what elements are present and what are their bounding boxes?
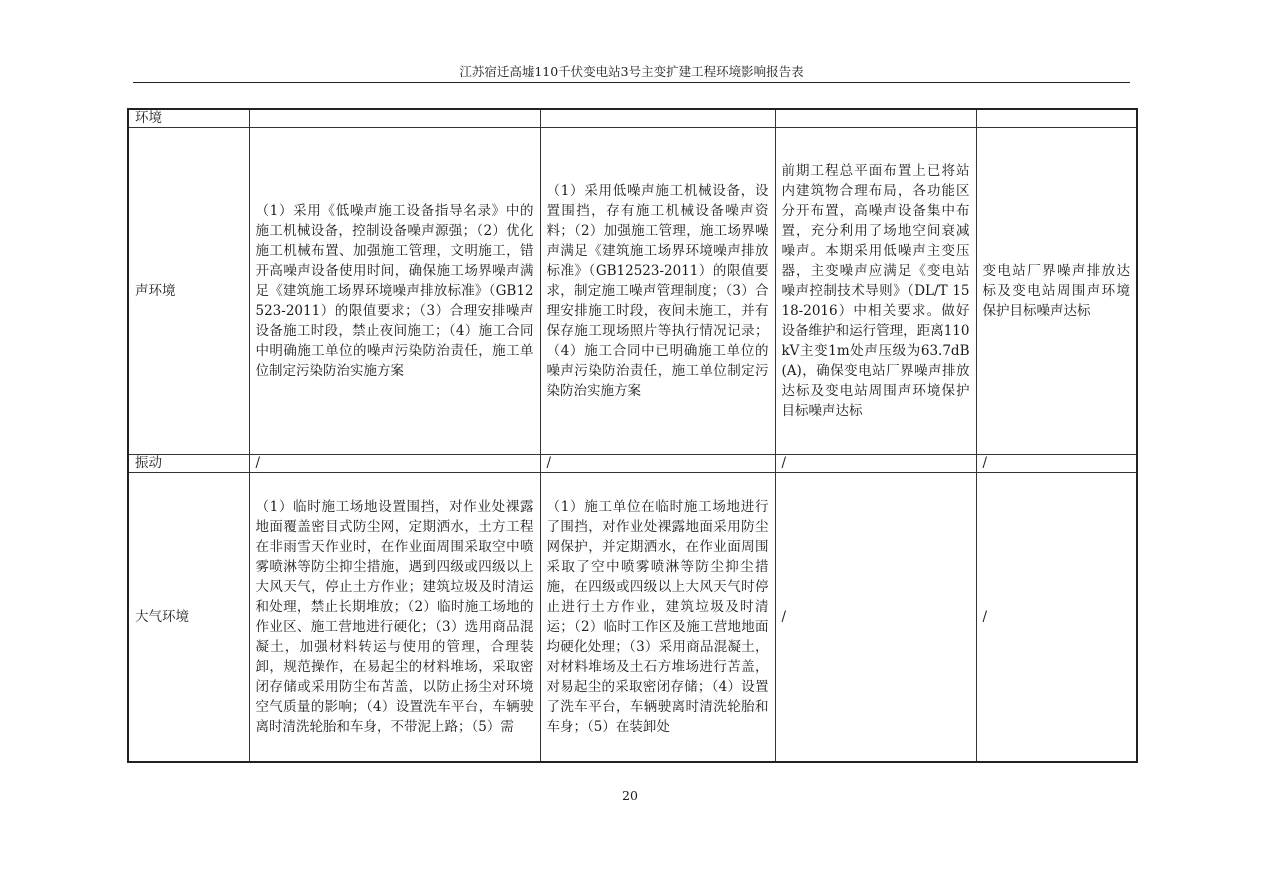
row-label: 振动 [128,455,249,473]
table-cell [976,109,1137,128]
table-row-atmospheric-environment [128,473,1137,763]
page-number: 20 [622,788,638,803]
table-cell: / [540,455,775,473]
table-cell: / [976,473,1137,763]
table-cell: / [775,473,976,763]
table-cell [540,109,775,128]
table-cell: 前期工程总平面布置上已将站内建筑物合理布局，各功能区分开布置，高噪声设备集中布置，充分利用了场地空间衰减噪声。本期采用低噪声主变压器，主变噪声应满足《变电站噪声控制技术导则》（DL/T 1518-2016）中相关要求。做好设备维护和运行管理，距离110kV主变1m处声压级为63.7dB(A)，确保变电站厂界噪声排放达标及变电站周围声环境保护目标噪声达标 [775,128,976,455]
table-cell: （1）临时施工场地设置围挡，对作业处裸露地面覆盖密目式防尘网，定期洒水，土方工程在非雨雪天作业时，在作业面周围采取空中喷雾喷淋等防尘抑尘措施，遇到四级或四级以上大风天气，停止土方作业；建筑垃圾及时清运和处理，禁止长期堆放；（2）临时施工场地的作业区、施工营地进行硬化；（3）选用商品混凝土，加强材料转运与使用的管理，合理装卸，规范操作，在易起尘的材料堆场，采取密闭存储或采用防尘布苫盖，以防止扬尘对环境空气质量的影响；（4）设置洗车平台，车辆驶离时清洗轮胎和车身，不带泥上路；（5）需 [249,473,540,763]
table-cell: / [775,455,976,473]
table-cell: 变电站厂界噪声排放达标及变电站周围声环境保护目标噪声达标 [976,128,1137,455]
row-label: 声环境 [128,128,249,455]
table-cell: （1）施工单位在临时施工场地进行了围挡，对作业处裸露地面采用防尘网保护，并定期洒水，在作业面周围采取了空中喷雾喷淋等防尘抑尘措施，在四级或四级以上大风天气时停止进行土方作业，建筑垃圾及时清运；（2）临时工作区及施工营地地面均硬化处理；（3）采用商品混凝土，对材料堆场及土石方堆场进行苫盖，对易起尘的采取密闭存储；（4）设置了洗车平台，车辆驶离时清洗轮胎和车身；（5）在装卸处 [540,473,775,763]
table-cell: （1）采用《低噪声施工设备指导名录》中的施工机械设备，控制设备噪声源强；（2）优化施工机械布置、加强施工管理，文明施工，错开高噪声设备使用时间，确保施工场界噪声满足《建筑施工场界环境噪声排放标准》（GB12523-2011）的限值要求；（3）合理安排噪声设备施工时段，禁止夜间施工；（4）施工合同中明确施工单位的噪声污染防治责任，施工单位制定污染防治实施方案 [249,128,540,455]
row-label: 环境 [128,109,249,128]
table-cell: / [249,455,540,473]
page-header-title: 江苏宿迁高墟110千伏变电站3号主变扩建工程环境影响报告表 [459,64,804,79]
table-cell [249,109,540,128]
environmental-measures-table [127,108,1138,763]
table-row-environment [128,109,1137,128]
header-divider [133,82,1130,83]
row-label: 大气环境 [128,473,249,763]
table-cell: （1）采用低噪声施工机械设备，设置围挡，存有施工机械设备噪声资料；（2）加强施工管理，施工场界噪声满足《建筑施工场界环境噪声排放标准》（GB12523-2011）的限值要求，制定施工噪声管理制度；（3）合理安排施工时段，夜间未施工，并有保存施工现场照片等执行情况记录；（4）施工合同中已明确施工单位的噪声污染防治责任，施工单位制定污染防治实施方案 [540,128,775,455]
table-cell [775,109,976,128]
table-row-vibration [128,455,1137,473]
table-cell: / [976,455,1137,473]
table-row-acoustic-environment [128,128,1137,455]
